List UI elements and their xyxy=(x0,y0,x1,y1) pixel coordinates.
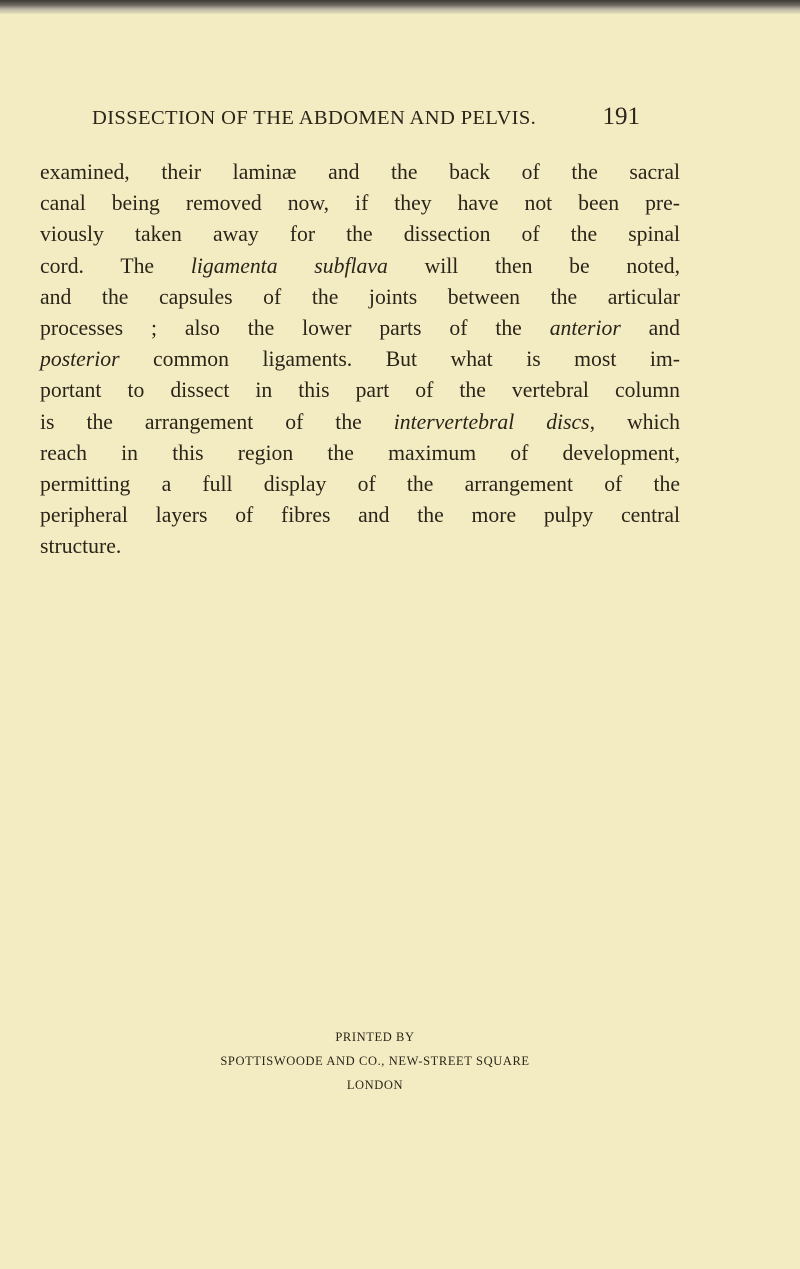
term-intervertebral-discs: intervertebral discs xyxy=(393,409,590,434)
imprint-city: LONDON xyxy=(346,1078,404,1092)
running-head xyxy=(92,103,640,137)
page-number: 191 xyxy=(602,103,640,130)
imprint-printer-name: SPOTTISWOODE AND CO., NEW-STREET SQUARE xyxy=(220,1054,530,1068)
text-line-8: portant to dissect in this part of the vertebral column xyxy=(40,378,680,403)
printer-imprint xyxy=(150,1025,600,1097)
text-line-7: posterior common ligaments. But what is most im- xyxy=(40,347,680,372)
text-line-12: peripheral layers of fibres and the more pulpy central xyxy=(40,503,680,528)
text-line-6: processes ; also the lower parts of the anterior and xyxy=(40,315,680,340)
text-line-1: examined, their laminæ and the back of the sacral xyxy=(40,160,680,184)
text-line-11: permitting a full display of the arrangement of the xyxy=(40,471,680,496)
text-line-5: and the capsules of the joints between the articular xyxy=(40,284,680,309)
body-paragraph xyxy=(40,157,680,562)
running-title: DISSECTION OF THE ABDOMEN AND PELVIS. xyxy=(92,107,537,129)
text-line-4: cord. The ligamenta subflava will then be noted, xyxy=(40,253,680,278)
term-ligamenta-subflava: ligamenta subflava xyxy=(190,253,388,278)
term-posterior: posterior xyxy=(40,347,120,372)
text-line-10: reach in this region the maximum of development, xyxy=(40,440,680,465)
imprint-printed-by: PRINTED BY xyxy=(335,1030,415,1044)
text-line-13: structure. xyxy=(40,534,122,559)
term-anterior: anterior xyxy=(549,315,621,340)
text-line-3: viously taken away for the dissection of the spinal xyxy=(40,222,680,247)
text-line-9: is the arrangement of the intervertebral discs, which xyxy=(40,409,680,434)
text-line-2: canal being removed now, if they have not been pre- xyxy=(40,191,680,216)
